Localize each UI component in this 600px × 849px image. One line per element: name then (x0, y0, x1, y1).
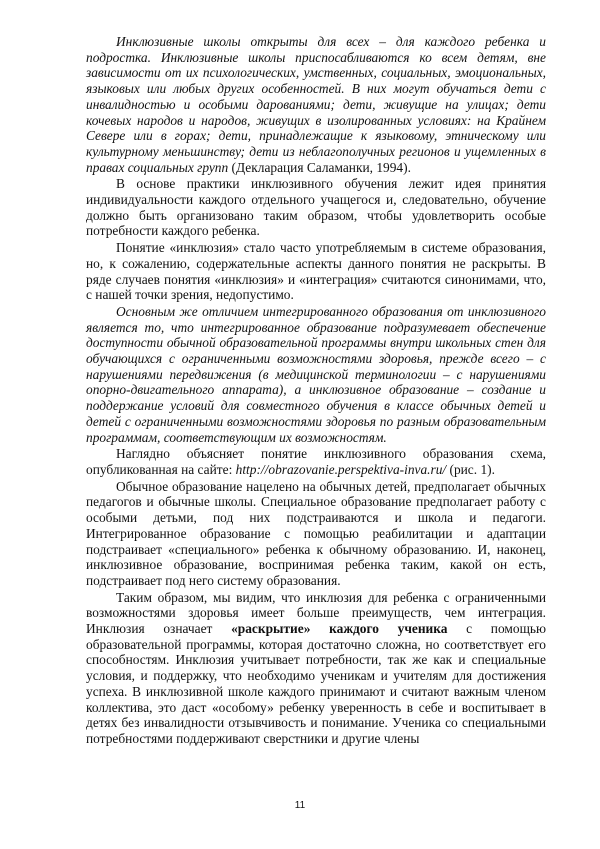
quote-text: Инклюзивные школы открыты для всех – для каждого ребенка и подростка. Инклюзивные школы приспосабливаются ко всем детям, вне зависимости от их психологических, умственных, социальных, эмоциональных, языковых или любых других особенностей. В них могут обучаться дети с инвалидностью и особыми дарованиями; дети, живущие на улицах; дети кочевых народов и народов, живущих в изолированных условиях: на Крайнем Севере или в горах; дети, принадлежащие к языковому, этническому или культурному меньшинству; дети из неблагополучных регионов и ущемленных в правах социальных групп (86, 34, 546, 175)
benefits-bold-phrase: «раскрытие» каждого ученика (231, 621, 448, 637)
scheme-text: Наглядно объясняет понятие инклюзивного образования схема, опубликованная на сайте: (86, 446, 546, 477)
paragraph-salamanca-quote (86, 34, 546, 175)
scheme-link[interactable]: http://obrazovanie.perspektiva-inva.ru/ (235, 461, 447, 477)
paragraph-inclusive-basis: В основе практики инклюзивного обучения лежит идея принятия индивидуальности каждого отдельного учащегося и, следовательно, обучение должно быть организовано таким образом, чтобы удовлетворить особые потребности каждого ребенка. (86, 176, 546, 239)
paragraph-education-types: Обычное образование нацелено на обычных детей, предполагает обычных педагогов и обычные школы. Специальное образование предполагает работу с особыми детьми, под них подстраиваются и школа и педагоги. Интегрированное образование с помощью реабилитации и адаптации подстраивает «специального» ребенка к обычному образованию. И, наконец, инклюзивное образование, воспринимая ребенка таким, какой он есть, подстраивает под него систему образования. (86, 478, 546, 588)
page-number: 11 (294, 800, 306, 811)
paragraph-inclusion-benefits (86, 590, 546, 747)
paragraph-integration-difference: Основным же отличием интегрированного образования от инклюзивного является то, что интегрированное образование подразумевает обеспечение доступности обычной образовательной программы внутри школьных стен для обучающихся с ограниченными возможностями здоровья, прежде всего – с нарушениями передвижения (в медицинской терминологии – с нарушениями опорно-двигательного аппарата), а инклюзивное образование – создание и поддержание условий для совместного обучения в классе обычных детей и детей с ограниченными возможностями здоровья по разным образовательным программам, соответствующим их возможностям. (86, 303, 546, 445)
document-page (86, 34, 546, 748)
benefits-text-end: с помощью образовательной программы, которая достаточно сложна, но соответствует его способностям. Инклюзия учитывает потребности, так же как и специальные условия, и поддержку, что необходимо ученикам и учителям для достижения успеха. В инклюзивной школе каждого принимают и считают важным членом коллектива, это даст «особому» ребенку уверенность в себе и воспитывает в детях без инвалидности отзывчивость и понимание. Ученика со специальными потребностями поддерживают сверстники и другие члены (86, 621, 547, 746)
benefits-text-start: Таким образом, мы видим, что инклюзия для ребенка с ограниченными возможностями здоровья имеет больше преимуществ, чем интеграция. Инклюзия означает (86, 589, 546, 637)
quote-source: (Декларация Саламанки, 1994). (228, 159, 411, 175)
paragraph-inclusion-concept: Понятие «инклюзия» стало часто употребляемым в системе образования, но, к сожалению, содержательные аспекты данного понятия не раскрыты. В ряде случаев понятия «инклюзия» и «интеграция» считаются синонимами, что, с нашей точки зрения, недопустимо. (86, 240, 546, 303)
scheme-figure-ref: (рис. 1). (446, 461, 495, 477)
paragraph-scheme-reference (86, 446, 546, 477)
